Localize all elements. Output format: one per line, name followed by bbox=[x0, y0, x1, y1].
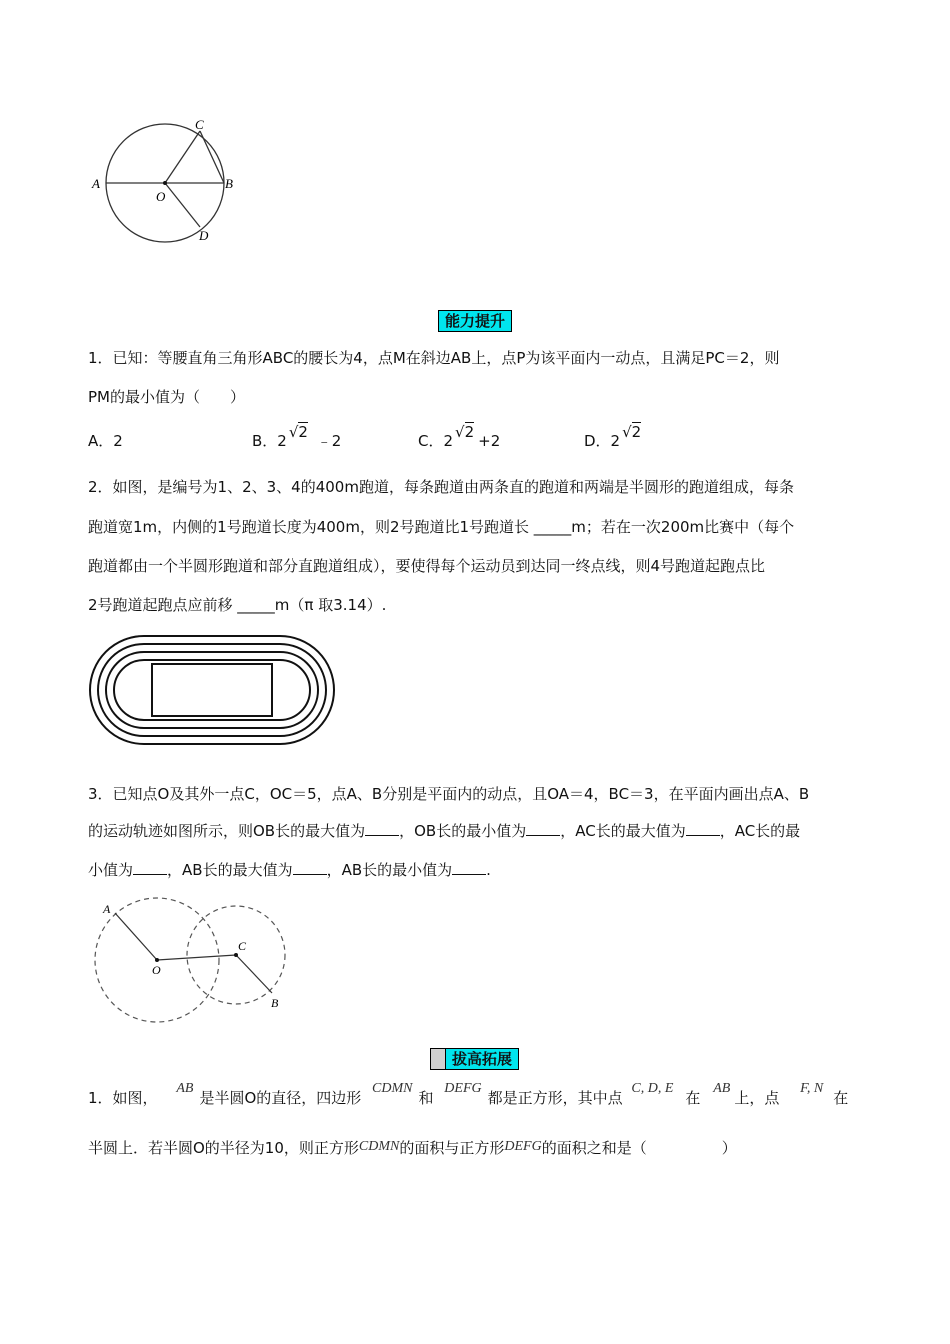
math-ab: AB bbox=[176, 1081, 194, 1096]
math-cde: C, D, E bbox=[631, 1081, 674, 1096]
math-cdmn: CDMN bbox=[372, 1081, 413, 1096]
q1-option-d-prefix: D．2 bbox=[584, 432, 621, 450]
q2-line-3: 跑道都由一个半圆形跑道和部分直跑道组成），要使得每个运动员到达同一终点线，则4号跑道起跑点比 bbox=[88, 557, 766, 575]
segment-cb bbox=[236, 955, 272, 993]
center-point bbox=[163, 181, 167, 185]
section-heading-expand-title: 拔高拓展 bbox=[446, 1049, 518, 1069]
q4-line-2-a: 半圆上．若半圆O的半径为10，则正方形 bbox=[88, 1139, 359, 1157]
q3-line-3-b: ，AB长的最大值为 bbox=[167, 861, 293, 879]
q4-text-4: 都是正方形，其中点 bbox=[487, 1089, 623, 1107]
math-ab-2: AB bbox=[713, 1081, 731, 1096]
track-field bbox=[152, 664, 272, 716]
segment-oc bbox=[165, 131, 200, 183]
section-heading-expand bbox=[430, 1048, 519, 1070]
q1-option-b-prefix: B．2 bbox=[252, 432, 287, 450]
q4-text-6: 上，点 bbox=[734, 1089, 780, 1107]
label-c: C bbox=[238, 939, 247, 953]
segment-oa bbox=[115, 913, 157, 960]
label-a: A bbox=[103, 902, 111, 916]
q1-option-c bbox=[418, 423, 501, 451]
answer-blank-ac-max[interactable] bbox=[686, 821, 720, 836]
heading-marker bbox=[431, 1049, 446, 1069]
label-b: B bbox=[271, 996, 279, 1010]
q4-text-3: 和 bbox=[418, 1089, 434, 1107]
q1-option-c-prefix: C．2 bbox=[418, 432, 454, 450]
label-c: C bbox=[195, 117, 204, 132]
answer-blank-ob-max[interactable] bbox=[365, 821, 399, 836]
sqrt-symbol: √2 bbox=[288, 423, 308, 441]
label-d: D bbox=[199, 228, 209, 243]
label-a: A bbox=[92, 176, 100, 191]
math-cdmn-2: CDMN bbox=[358, 1139, 400, 1154]
q4-line-2-c: 的面积之和是（ ） bbox=[541, 1139, 737, 1157]
q3-line-2 bbox=[88, 821, 800, 841]
sqrt-arg: 2 bbox=[298, 423, 308, 441]
math-defg-2: DEFG bbox=[504, 1139, 542, 1154]
sqrt-arg: 2 bbox=[464, 423, 475, 441]
q1-option-b bbox=[252, 423, 342, 451]
sqrt-symbol: √2 bbox=[455, 423, 475, 441]
q3-line-3 bbox=[88, 860, 491, 880]
point-o bbox=[155, 958, 159, 962]
q1-line-1: 1．已知：等腰直角三角形ABC的腰长为4，点M在斜边AB上，点P为该平面内一动点，且满足PC＝2，则 bbox=[88, 349, 780, 367]
q3-line-2-a: 的运动轨迹如图所示，则OB长的最大值为 bbox=[88, 822, 366, 840]
q4-text-5: 在 bbox=[685, 1089, 701, 1107]
track-lane-3 bbox=[98, 644, 326, 736]
running-track-figure bbox=[85, 632, 340, 750]
q4-text-2: 是半圆O的直径，四边形 bbox=[199, 1089, 362, 1107]
q4-text-1: 1．如图， bbox=[88, 1089, 158, 1107]
q4-line-2 bbox=[88, 1138, 737, 1160]
answer-blank-ac-min[interactable] bbox=[133, 860, 167, 875]
q2-line-1: 2．如图，是编号为1、2、3、4的400m跑道，每条跑道由两条直的跑道和两端是半圆形的跑道组成，每条 bbox=[88, 478, 794, 496]
q1-option-d bbox=[584, 423, 642, 451]
label-o: O bbox=[152, 963, 161, 977]
q2-line-2: 跑道宽1m，内侧的1号跑道长度为400m，则2号跑道比1号跑道长 _____m；若在一次200m比赛中（每个 bbox=[88, 518, 795, 536]
q1-option-b-suffix: ﹣2 bbox=[316, 432, 342, 450]
q3-line-3-d: . bbox=[486, 861, 491, 879]
sqrt-arg: 2 bbox=[631, 423, 642, 441]
q1-option-a: A．2 bbox=[88, 432, 123, 450]
q3-line-2-d: ，AC长的最 bbox=[719, 822, 801, 840]
segment-oc bbox=[157, 955, 236, 960]
track-lane-1 bbox=[114, 660, 310, 720]
section-heading-ability: 能力提升 bbox=[438, 310, 512, 332]
segment-cb bbox=[200, 131, 224, 183]
answer-blank-ab-min[interactable] bbox=[452, 860, 486, 875]
math-fn: F, N bbox=[800, 1081, 824, 1096]
dashed-circles-figure bbox=[88, 895, 298, 1030]
math-defg: DEFG bbox=[444, 1081, 482, 1096]
segment-od bbox=[165, 183, 200, 227]
point-c bbox=[234, 953, 238, 957]
q2-line-4: 2号跑道起跑点应前移 _____m（π 取3.14）. bbox=[88, 596, 387, 614]
q3-line-2-b: ，OB长的最小值为 bbox=[399, 822, 527, 840]
label-b: B bbox=[225, 176, 233, 191]
q1-line-2: PM的最小值为（ ） bbox=[88, 388, 245, 406]
circle-figure-1 bbox=[88, 115, 248, 250]
q4-line-1 bbox=[88, 1081, 849, 1110]
q3-line-2-c: ，AC长的最大值为 bbox=[560, 822, 686, 840]
q3-line-3-c: ，AB长的最小值为 bbox=[326, 861, 453, 879]
q3-line-3-a: 小值为 bbox=[88, 861, 134, 879]
q3-line-1: 3．已知点O及其外一点C，OC＝5，点A、B分别是平面内的动点，且OA＝4，BC＝3，在平面内画出点A、B bbox=[88, 785, 810, 803]
answer-blank-ob-min[interactable] bbox=[526, 821, 560, 836]
q4-text-7: 在 bbox=[833, 1089, 849, 1107]
label-o: O bbox=[156, 189, 166, 204]
answer-blank-ab-max[interactable] bbox=[293, 860, 327, 875]
sqrt-symbol: √2 bbox=[622, 423, 642, 441]
q1-option-c-suffix: +2 bbox=[478, 432, 501, 450]
q4-line-2-b: 的面积与正方形 bbox=[399, 1139, 505, 1157]
